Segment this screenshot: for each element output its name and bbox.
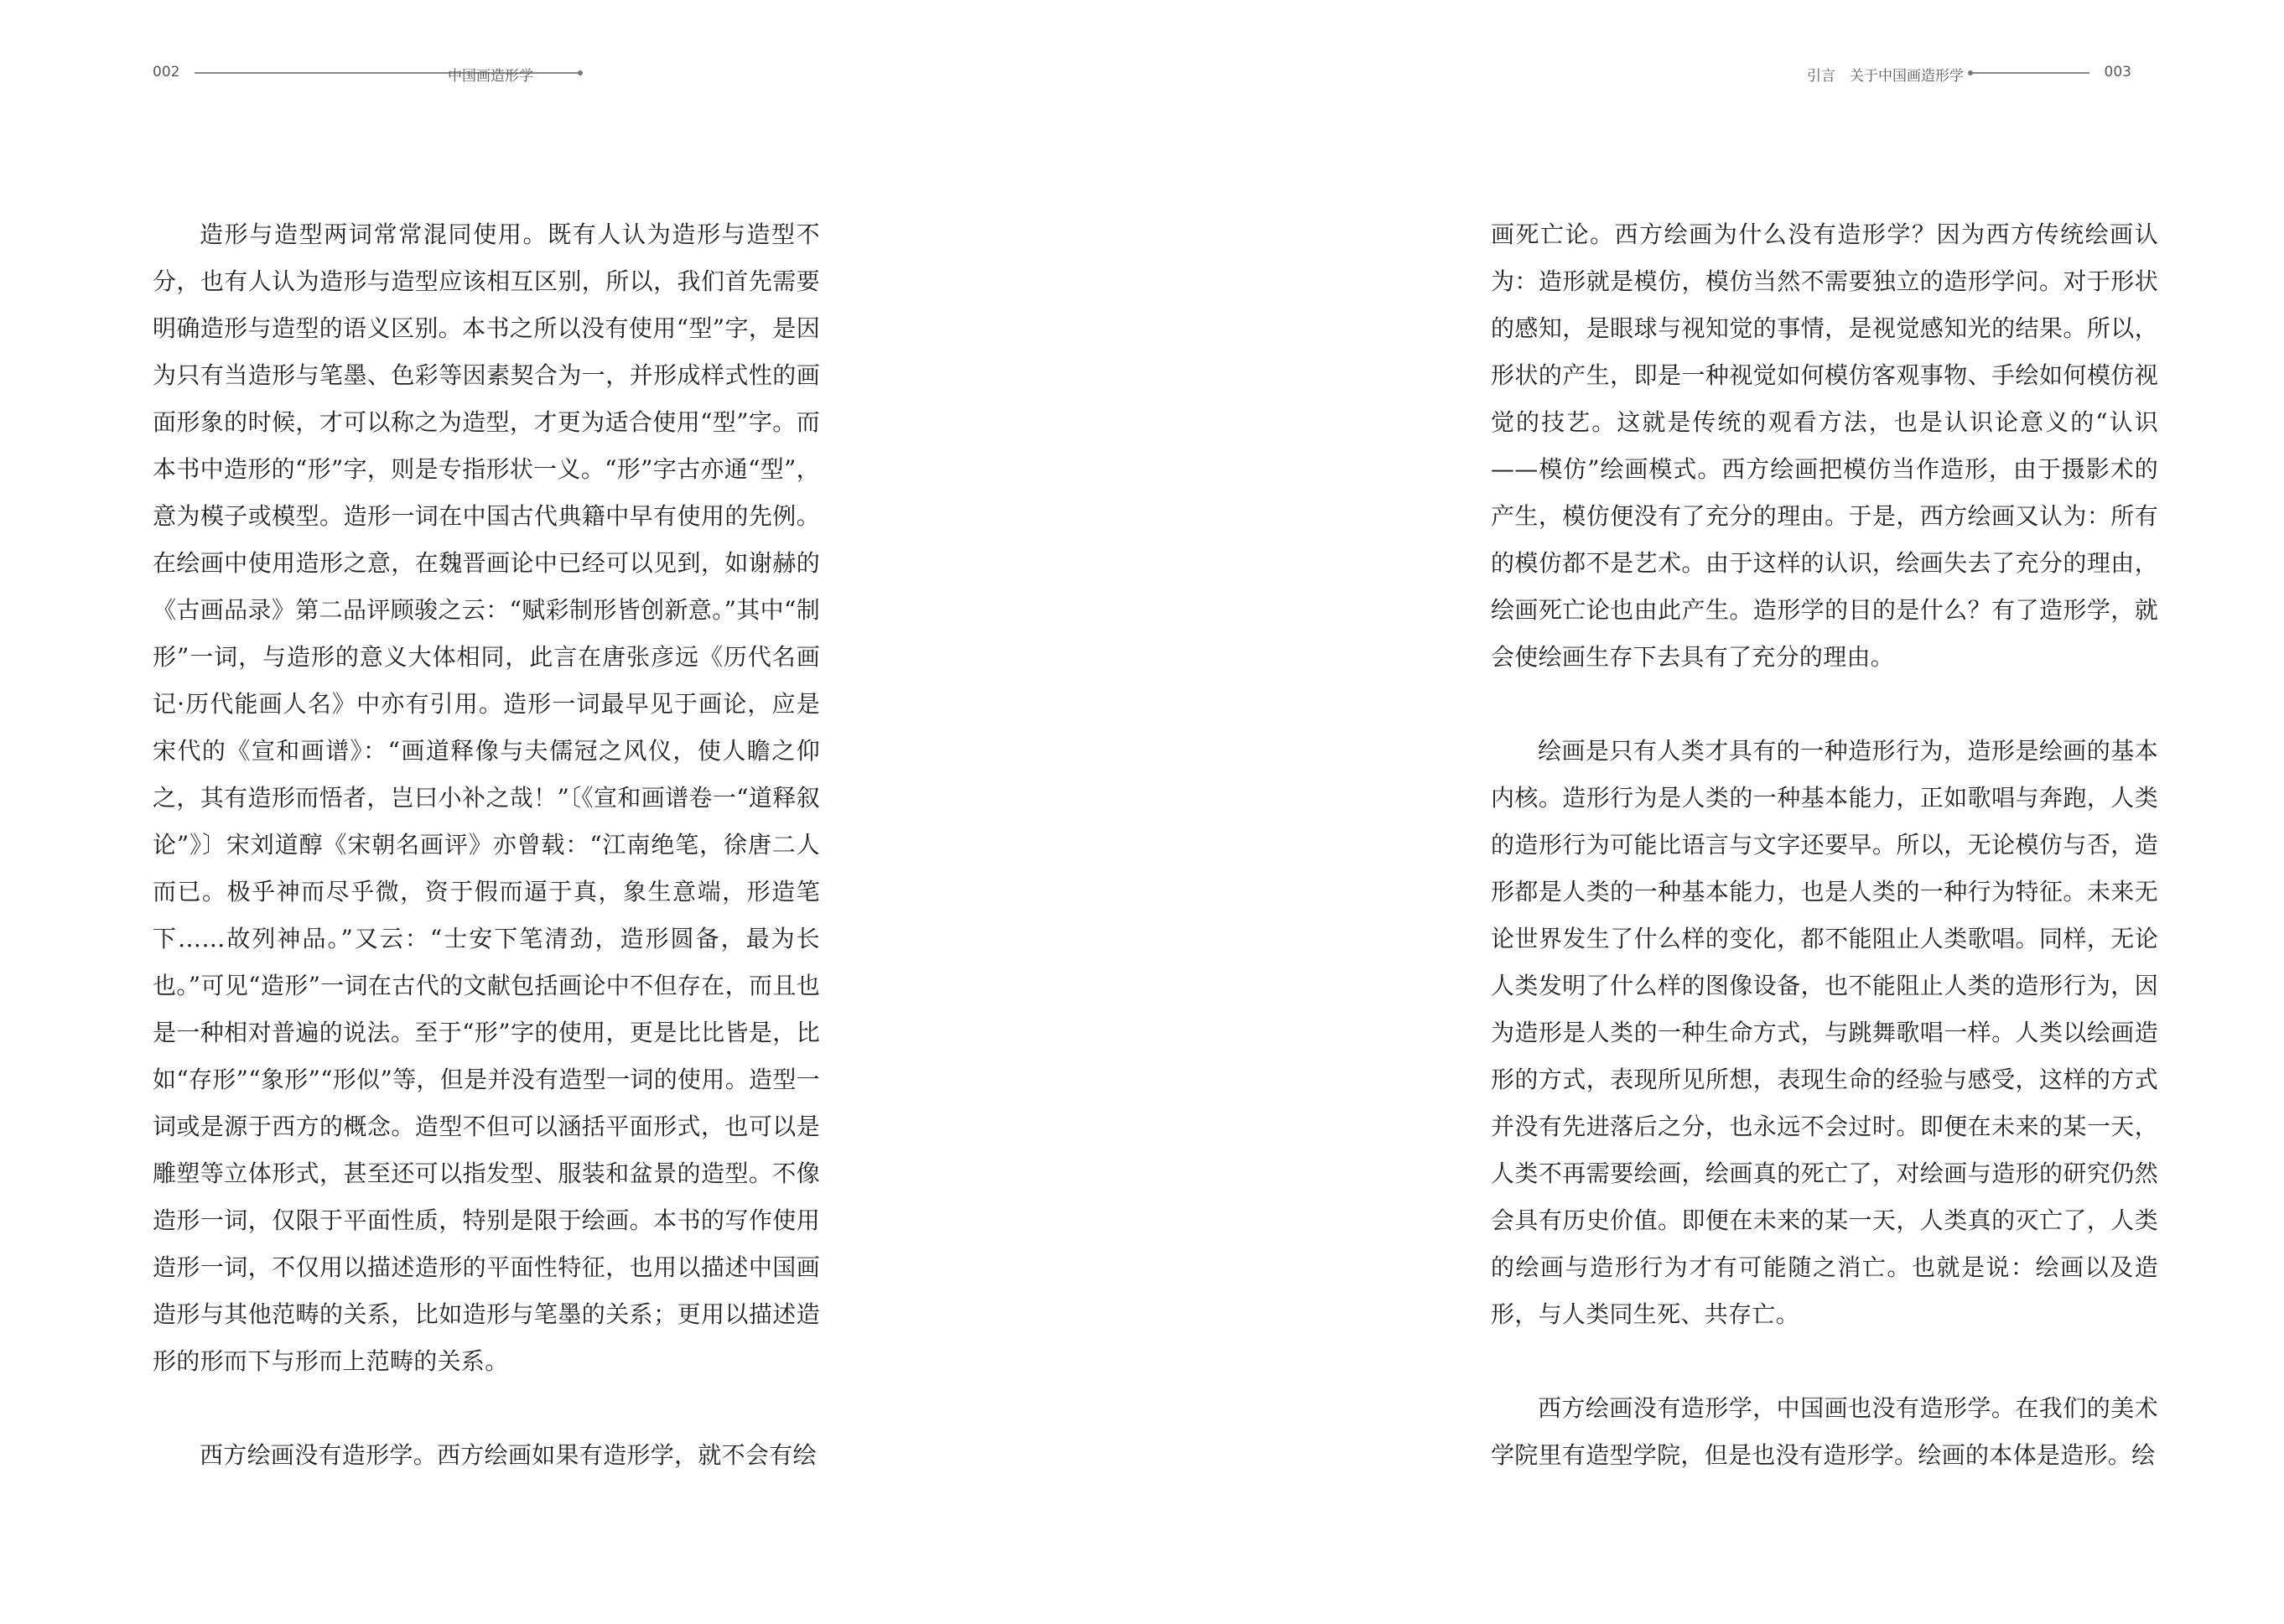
left-running-title: 中国画造形学 — [448, 68, 533, 85]
right-running-title: 引言 关于中国画造形学 — [1807, 68, 1964, 85]
left-running-head — [153, 62, 538, 84]
right-page-number: 003 — [2104, 64, 2131, 80]
right-running-head — [1762, 62, 2131, 84]
paragraph: 西方绘画没有造形学，中国画也没有造形学。在我们的美术学院里有造型学院，但是也没有造形学。绘画的本体是造形。绘 — [1491, 1394, 2158, 1469]
paragraph: 西方绘画没有造形学。西方绘画如果有造形学，就不会有绘 — [200, 1441, 817, 1469]
paragraph-continuation: 画死亡论。西方绘画为什么没有造形学？因为西方传统绘画认为：造形就是模仿，模仿当然不需要独立的造形学问。对于形状的感知，是眼球与视知觉的事情，是视觉感知光的结果。所以，形状的产生，即是一种视觉如何模仿客观事物、手绘如何模仿视觉的技艺。这就是传统的观看方法，也是认识论意义的“认识——模仿”绘画模式。西方绘画把模仿当作造形，由于摄影术的产生，模仿便没有了充分的理由。于是，西方绘画又认为：所有的模仿都不是艺术。由于这样的认识，绘画失去了充分的理由，绘画死亡论也由此产生。造形学的目的是什么？有了造形学，就会使绘画生存下去具有了充分的理由。 — [1491, 221, 2158, 671]
right-header-rule — [1970, 72, 2089, 74]
right-body-text — [1491, 211, 2158, 1479]
left-body-text — [153, 211, 820, 1479]
left-page-number: 002 — [153, 64, 180, 80]
paragraph: 绘画是只有人类才具有的一种造形行为，造形是绘画的基本内核。造形行为是人类的一种基本能力，正如歌唱与奔跑，人类的造形行为可能比语言与文字还要早。所以，无论模仿与否，造形都是人类的一种基本能力，也是人类的一种行为特征。未来无论世界发生了什么样的变化，都不能阻止人类歌唱。同样，无论人类发明了什么样的图像设备，也不能阻止人类的造形行为，因为造形是人类的一种生命方式，与跳舞歌唱一样。人类以绘画造形的方式，表现所见所想，表现生命的经验与感受，这样的方式并没有先进落后之分，也永远不会过时。即便在未来的某一天，人类不再需要绘画，绘画真的死亡了，对绘画与造形的研究仍然会具有历史价值。即便在未来的某一天，人类真的灭亡了，人类的绘画与造形行为才有可能随之消亡。也就是说：绘画以及造形，与人类同生死、共存亡。 — [1491, 737, 2158, 1328]
paragraph: 造形与造型两词常常混同使用。既有人认为造形与造型不分，也有人认为造形与造型应该相互区别，所以，我们首先需要明确造形与造型的语义区别。本书之所以没有使用“型”字，是因为只有当造形与笔墨、色彩等因素契合为一，并形成样式性的画面形象的时候，才可以称之为造型，才更为适合使用“型”字。而本书中造形的“形”字，则是专指形状一义。“形”字古亦通“型”，意为模子或模型。造形一词在中国古代典籍中早有使用的先例。在绘画中使用造形之意，在魏晋画论中已经可以见到，如谢赫的《古画品录》第二品评顾骏之云：“赋彩制形皆创新意。”其中“制形”一词，与造形的意义大体相同，此言在唐张彦远《历代名画记·历代能画人名》中亦有引用。造形一词最早见于画论，应是宋代的《宣和画谱》：“画道释像与夫儒冠之风仪，使人瞻之仰之，其有造形而悟者，岂曰小补之哉！”〔《宣和画谱卷一“道释叙论”》〕宋刘道醇《宋朝名画评》亦曾载：“江南绝笔，徐唐二人而已。极乎神而尽乎微，资于假而逼于真，象生意端，形造笔下……故列神品。”又云：“士安下笔清劲，造形圆备，最为长也。”可见“造形”一词在古代的文献包括画论中不但存在，而且也是一种相对普遍的说法。至于“形”字的使用，更是比比皆是，比如“存形”“象形”“形似”等，但是并没有造型一词的使用。造型一词或是源于西方的概念。造型不但可以涵括平面形式，也可以是雕塑等立体形式，甚至还可以指发型、服装和盆景的造型。不像造形一词，仅限于平面性质，特别是限于绘画。本书的写作使用造形一词，不仅用以描述造形的平面性特征，也用以描述中国画造形与其他范畴的关系，比如造形与笔墨的关系；更用以描述造形的形而下与形而上范畴的关系。 — [153, 221, 820, 1375]
